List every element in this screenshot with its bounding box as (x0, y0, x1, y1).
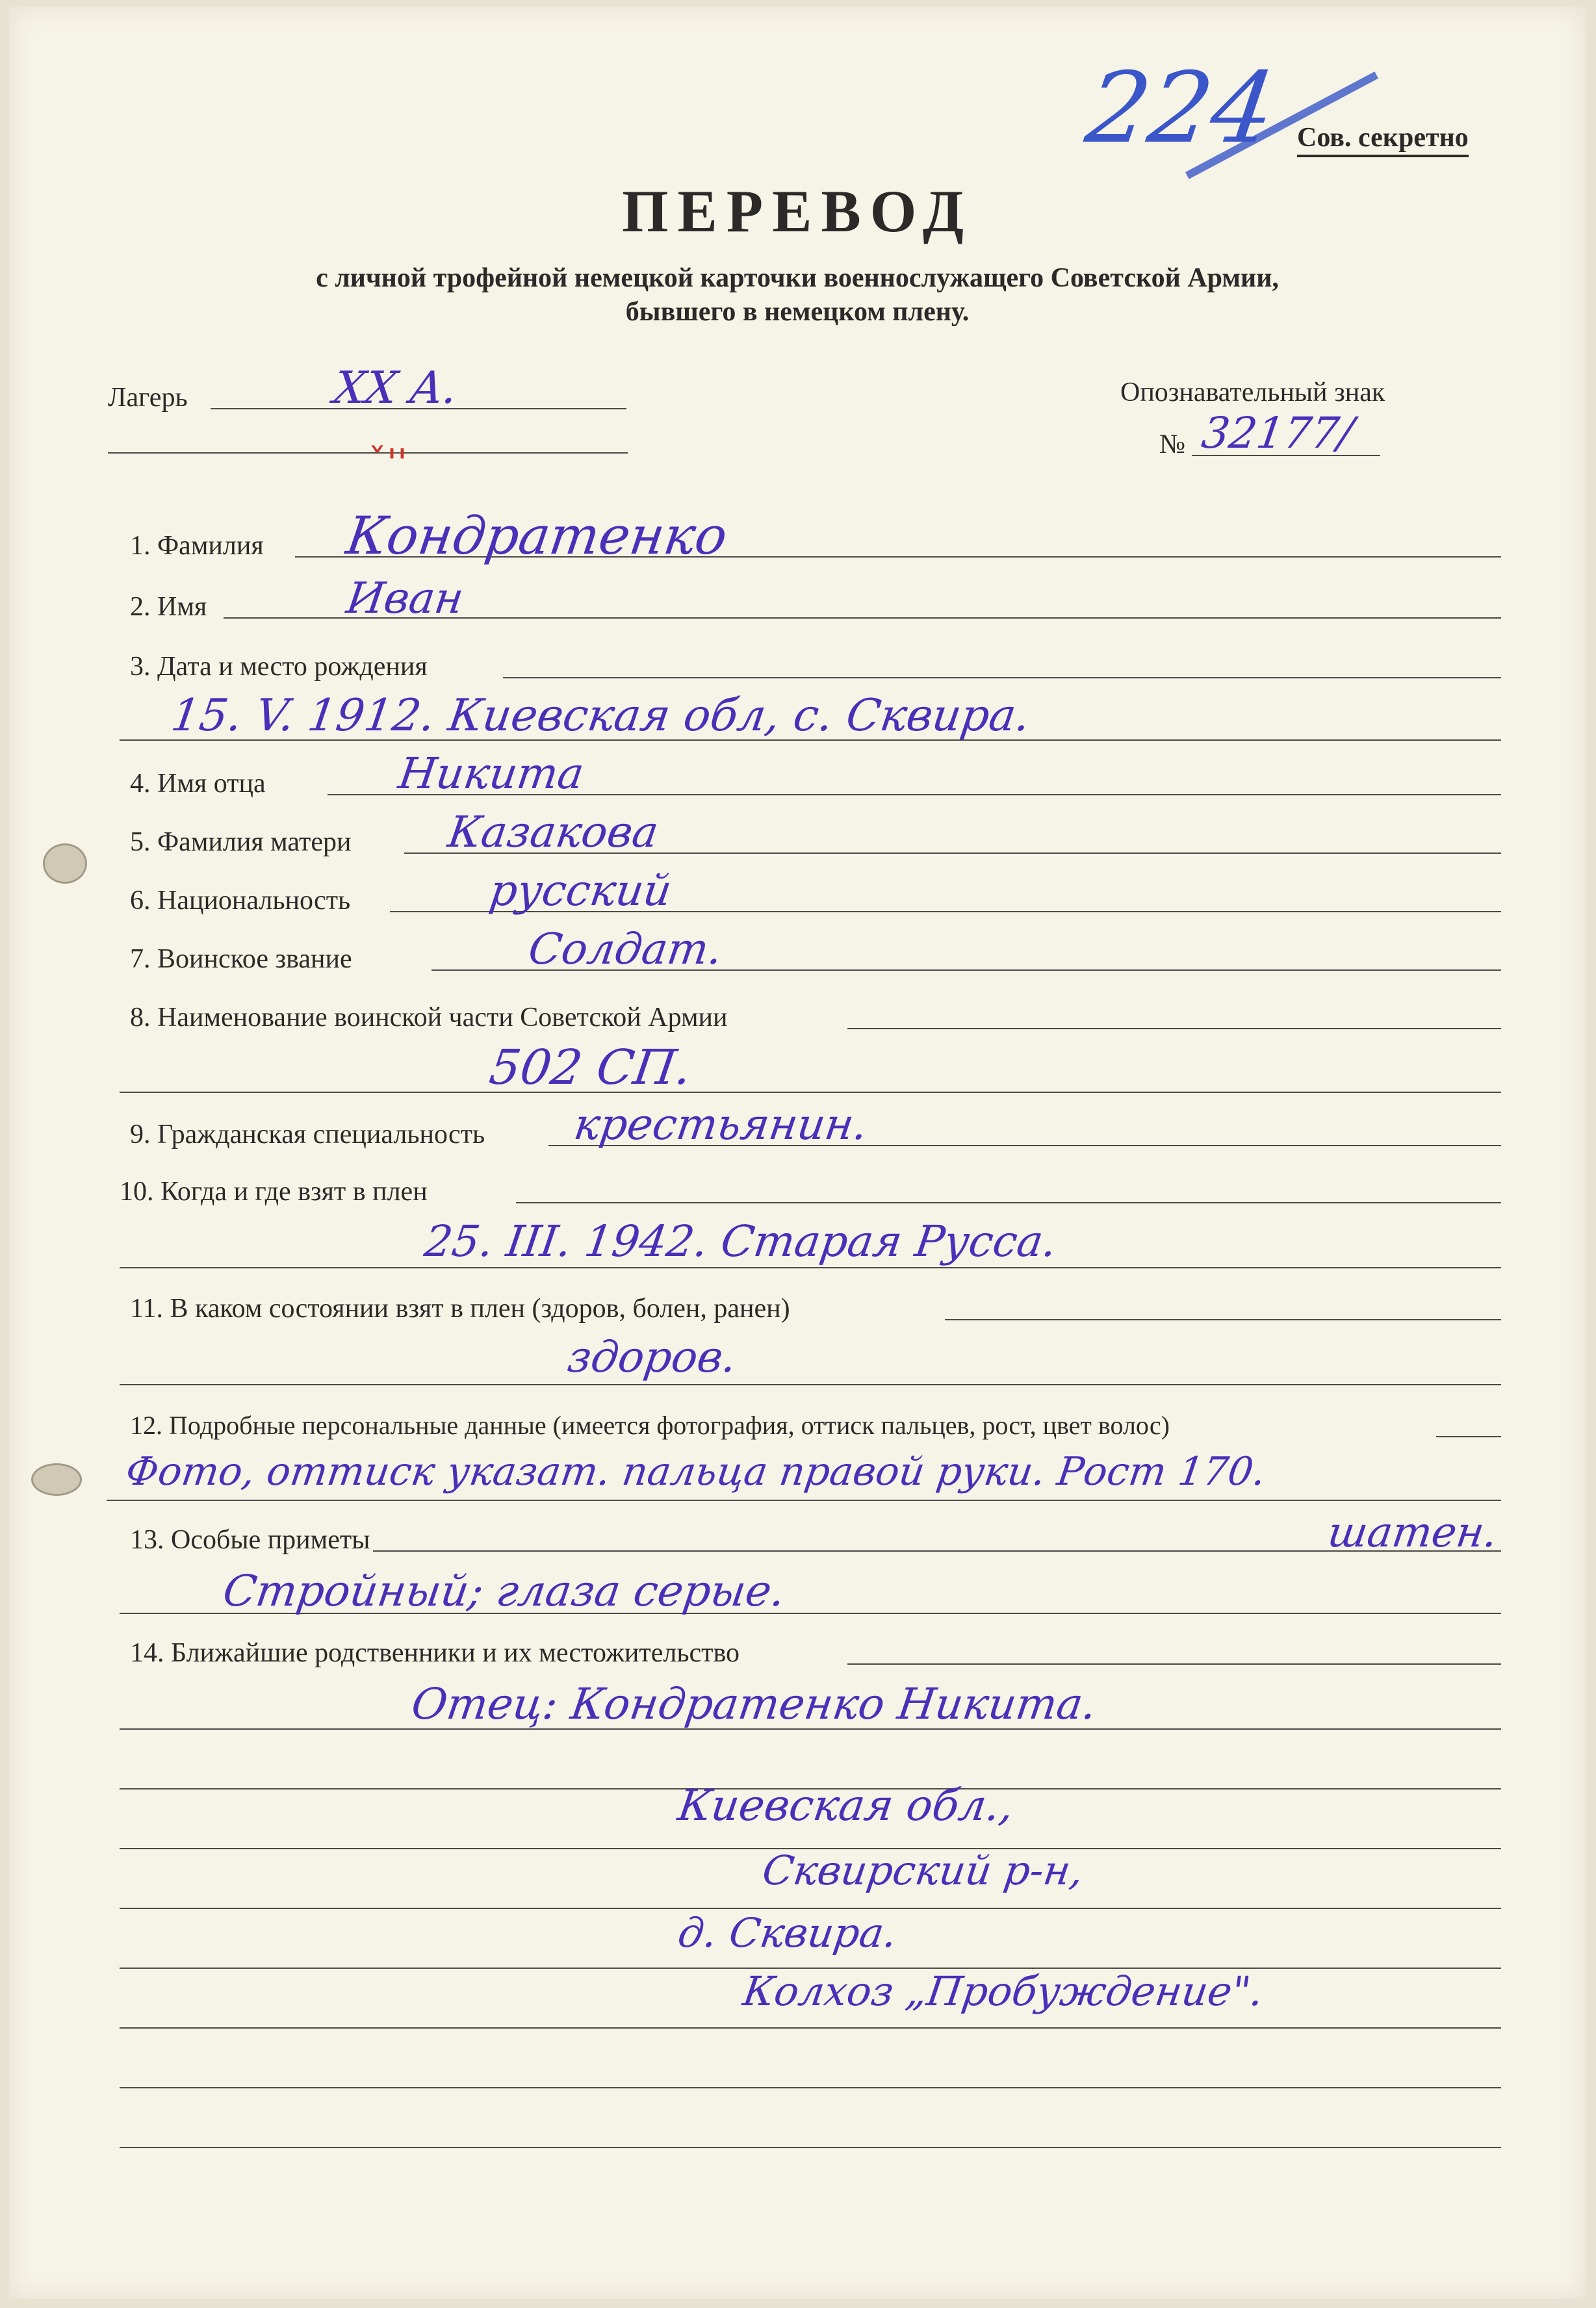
punch-hole-top (43, 843, 87, 884)
subtitle-line-2: бывшего в немецком плену. (625, 297, 970, 327)
address-line-1: Киевская обл., (675, 1780, 1017, 1830)
field-11-value: здоров. (564, 1332, 740, 1382)
field-10-label: 10. Когда и где взят в плен (120, 1177, 428, 1207)
field-9-value: крестьянин. (571, 1099, 871, 1149)
field-8-label: 8. Наименование воинской части Советской Армии (130, 1003, 728, 1032)
field-9-label: 9. Гражданская специальность (130, 1120, 485, 1149)
address-line-2: Сквирский р-н, (759, 1847, 1087, 1894)
field-12-label: 12. Подробные персональные данные (имеется фотография, оттиск пальцев, рост, цвет волос) (130, 1411, 1170, 1440)
camp-label: Лагерь (108, 383, 188, 413)
field-11-label: 11. В каком состоянии взят в плен (здоров, болен, ранен) (130, 1294, 790, 1324)
field-2-label: 2. Имя (130, 592, 207, 622)
field-8-line (847, 1028, 1501, 1029)
field-12-line-2 (107, 1500, 1501, 1501)
field-8-line-2 (120, 1092, 1501, 1093)
document-sheet (9, 6, 1586, 2299)
field-8-value: 502 СП. (485, 1040, 695, 1096)
field-10-line-2 (120, 1267, 1501, 1268)
subtitle-line-1: с личной трофейной немецкой карточки военнослужащего Советской Армии, (316, 263, 1279, 293)
field-3-line (503, 677, 1501, 678)
field-14-line-8 (120, 2087, 1501, 2088)
classification-stamp: Сов. секретно (1297, 122, 1469, 157)
field-1-value: Кондратенко (342, 506, 731, 566)
field-7-value: Солдат. (525, 924, 726, 974)
red-correction-mark: ˇ'' (368, 441, 407, 485)
field-13-value-right: шатен. (1324, 1509, 1501, 1557)
field-4-label: 4. Имя отца (130, 769, 266, 799)
page-title: ПЕРЕВОД (621, 178, 973, 244)
field-1-label: 1. Фамилия (130, 531, 264, 561)
field-11-line (945, 1319, 1501, 1320)
field-14-label: 14. Ближайшие родственники и их местожительство (130, 1638, 740, 1668)
field-10-line (516, 1202, 1501, 1203)
field-12-value: Фото, оттиск указат. пальца правой руки. Рост 170. (123, 1449, 1269, 1494)
id-tag-number-sign: № (1159, 430, 1186, 459)
field-3-value: 15. V. 1912. Киевская обл, с. Сквира. (168, 690, 1034, 741)
handwritten-number: 224 (1079, 52, 1282, 165)
field-5-label: 5. Фамилия матери (130, 827, 352, 857)
field-13-label: 13. Особые приметы (130, 1525, 370, 1555)
field-14-line-7 (120, 2027, 1501, 2029)
field-13-value-line-2: Стройный; глаза серые. (220, 1566, 789, 1616)
field-14-value-line-1: Отец: Кондратенко Никита. (408, 1679, 1100, 1729)
field-6-value: русский (486, 866, 675, 916)
field-7-label: 7. Воинское звание (130, 944, 352, 974)
field-3-label: 3. Дата и место рождения (130, 652, 428, 682)
address-line-3: д. Сквира. (675, 1909, 900, 1956)
field-14-line-9 (120, 2147, 1501, 2148)
field-4-value: Никита (395, 749, 587, 799)
id-tag-label: Опознавательный знак (1120, 378, 1385, 407)
address-line-4: Колхоз „Пробуждение". (740, 1968, 1267, 2015)
field-6-label: 6. Национальность (130, 886, 351, 916)
punch-hole-bottom (31, 1463, 82, 1496)
id-tag-value: 32177/ (1198, 408, 1357, 458)
field-5-value: Казакова (444, 807, 662, 857)
field-14-line (847, 1663, 1501, 1665)
camp-value: XX A. (330, 363, 461, 414)
field-2-value: Иван (343, 573, 467, 623)
field-12-line (1436, 1436, 1501, 1437)
field-10-value: 25. III. 1942. Старая Русса. (421, 1216, 1061, 1266)
field-11-line-2 (120, 1384, 1501, 1385)
